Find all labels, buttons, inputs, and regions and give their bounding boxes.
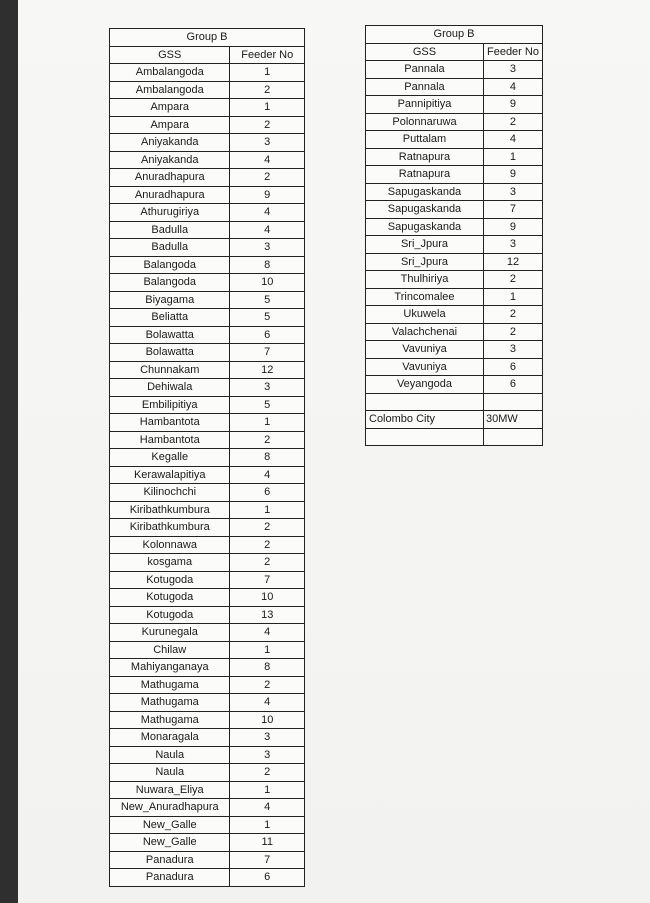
table-row — [110, 81, 305, 99]
table-row — [110, 64, 305, 82]
column-header-feeder-no: Feeder No — [483, 43, 542, 61]
feeder-no-cell: 6 — [230, 326, 305, 344]
column-header-gss: GSS — [110, 46, 230, 64]
feeder-no-cell: 1 — [230, 99, 305, 117]
table-row — [110, 239, 305, 257]
gss-cell: Mathugama — [110, 694, 230, 712]
table-row — [366, 271, 543, 289]
gss-cell: Kiribathkumbura — [110, 501, 230, 519]
table-row — [110, 361, 305, 379]
feeder-no-cell: 1 — [230, 781, 305, 799]
blank-row — [366, 393, 543, 411]
table-row — [110, 764, 305, 782]
table-row — [110, 326, 305, 344]
table-row — [110, 501, 305, 519]
gss-cell: Ambalangoda — [110, 81, 230, 99]
table-row — [110, 414, 305, 432]
table-row — [110, 869, 305, 887]
gss-cell: Beliatta — [110, 309, 230, 327]
feeder-no-cell: 2 — [230, 764, 305, 782]
gss-cell: Sri_Jpura — [366, 253, 484, 271]
table-row — [110, 746, 305, 764]
feeder-no-cell: 2 — [230, 536, 305, 554]
feeder-no-cell: 6 — [230, 869, 305, 887]
feeder-no-cell: 1 — [483, 288, 542, 306]
feeder-no-cell: 2 — [483, 306, 542, 324]
gss-cell: Mathugama — [110, 676, 230, 694]
feeder-no-cell: 1 — [230, 641, 305, 659]
table-row — [366, 236, 543, 254]
feeder-no-cell: 1 — [230, 501, 305, 519]
feeder-no-cell: 3 — [230, 729, 305, 747]
feeder-no-cell: 9 — [483, 96, 542, 114]
gss-cell: New_Galle — [110, 816, 230, 834]
column-header-gss: GSS — [366, 43, 484, 61]
table-row — [110, 344, 305, 362]
feeder-no-cell: 4 — [230, 799, 305, 817]
feeder-no-cell: 1 — [483, 148, 542, 166]
feeder-no-cell: 9 — [230, 186, 305, 204]
gss-cell: Kilinochchi — [110, 484, 230, 502]
feeder-no-cell: 6 — [483, 358, 542, 376]
gss-cell: Trincomalee — [366, 288, 484, 306]
gss-cell: Vavuniya — [366, 341, 484, 359]
gss-cell: Biyagama — [110, 291, 230, 309]
feeder-no-cell: 3 — [483, 341, 542, 359]
feeder-no-cell: 3 — [483, 183, 542, 201]
gss-cell: Kotugoda — [110, 571, 230, 589]
gss-cell: Mathugama — [110, 711, 230, 729]
table-row — [366, 183, 543, 201]
gss-cell: Chilaw — [110, 641, 230, 659]
table-row — [366, 113, 543, 131]
table-row — [366, 96, 543, 114]
table-row — [366, 306, 543, 324]
column-header-feeder-no: Feeder No — [230, 46, 305, 64]
table-row — [110, 186, 305, 204]
gss-cell: Hambantota — [110, 431, 230, 449]
table-row — [110, 431, 305, 449]
feeder-no-cell: 2 — [230, 554, 305, 572]
feeder-no-cell: 1 — [230, 414, 305, 432]
gss-cell: Aniyakanda — [110, 134, 230, 152]
feeder-no-cell: 4 — [230, 694, 305, 712]
feeder-no-cell: 1 — [230, 816, 305, 834]
group-b-table-left — [109, 28, 305, 887]
gss-cell: Ratnapura — [366, 148, 484, 166]
gss-cell: Colombo City — [366, 411, 484, 429]
feeder-no-cell: 6 — [483, 376, 542, 394]
table-row — [110, 309, 305, 327]
feeder-no-cell: 7 — [230, 571, 305, 589]
gss-cell: Badulla — [110, 239, 230, 257]
gss-cell: Dehiwala — [110, 379, 230, 397]
table-row — [110, 571, 305, 589]
feeder-no-cell: 4 — [230, 221, 305, 239]
table-row — [110, 519, 305, 537]
feeder-no-cell: 8 — [230, 659, 305, 677]
table-row — [110, 116, 305, 134]
gss-cell: Sri_Jpura — [366, 236, 484, 254]
table-row — [110, 466, 305, 484]
gss-cell: Kegalle — [110, 449, 230, 467]
feeder-no-cell: 3 — [230, 746, 305, 764]
feeder-no-cell: 12 — [230, 361, 305, 379]
table-row-colombo-city — [366, 411, 543, 429]
feeder-no-cell: 8 — [230, 256, 305, 274]
table-row — [110, 851, 305, 869]
feeder-no-cell: 9 — [483, 166, 542, 184]
feeder-no-cell: 13 — [230, 606, 305, 624]
table-row — [110, 291, 305, 309]
feeder-no-cell: 4 — [230, 624, 305, 642]
table-row — [366, 131, 543, 149]
feeder-no-cell: 3 — [483, 61, 542, 79]
table-row — [110, 379, 305, 397]
table-row — [110, 536, 305, 554]
feeder-no-cell: 3 — [230, 379, 305, 397]
feeder-no-cell: 10 — [230, 274, 305, 292]
table-row — [366, 148, 543, 166]
group-title: Group B — [366, 26, 543, 44]
table-row — [366, 78, 543, 96]
feeder-no-cell: 4 — [230, 151, 305, 169]
gss-cell: Embilipitiya — [110, 396, 230, 414]
feeder-no-cell: 7 — [483, 201, 542, 219]
table-row — [110, 274, 305, 292]
table-row — [110, 729, 305, 747]
table-row — [366, 358, 543, 376]
feeder-no-cell: 7 — [230, 851, 305, 869]
feeder-no-cell: 11 — [230, 834, 305, 852]
gss-cell: Naula — [110, 746, 230, 764]
gss-cell: kosgama — [110, 554, 230, 572]
table-row — [110, 676, 305, 694]
feeder-no-cell: 4 — [230, 204, 305, 222]
feeder-no-cell: 3 — [230, 134, 305, 152]
gss-cell: Bolawatta — [110, 344, 230, 362]
gss-cell: Balangoda — [110, 256, 230, 274]
gss-cell: Ambalangoda — [110, 64, 230, 82]
gss-cell: Puttalam — [366, 131, 484, 149]
feeder-no-cell: 5 — [230, 309, 305, 327]
gss-cell: Anuradhapura — [110, 186, 230, 204]
gss-cell: Polonnaruwa — [366, 113, 484, 131]
feeder-no-cell: 12 — [483, 253, 542, 271]
feeder-no-cell: 3 — [483, 236, 542, 254]
gss-cell: Ratnapura — [366, 166, 484, 184]
gss-cell: Ampara — [110, 99, 230, 117]
feeder-no-cell: 6 — [230, 484, 305, 502]
table-row — [110, 659, 305, 677]
gss-cell: New_Anuradhapura — [110, 799, 230, 817]
table-row — [366, 376, 543, 394]
table-row — [366, 288, 543, 306]
table-row — [366, 218, 543, 236]
gss-cell: Pannala — [366, 78, 484, 96]
gss-cell: Hambantota — [110, 414, 230, 432]
table-row — [110, 589, 305, 607]
gss-cell: Veyangoda — [366, 376, 484, 394]
gss-cell: Mahiyanganaya — [110, 659, 230, 677]
feeder-no-cell: 2 — [483, 113, 542, 131]
table-row — [110, 834, 305, 852]
gss-cell: Bolawatta — [110, 326, 230, 344]
table-row — [366, 61, 543, 79]
table-row — [366, 166, 543, 184]
feeder-no-cell: 10 — [230, 589, 305, 607]
table-row — [110, 396, 305, 414]
gss-cell: Pannipitiya — [366, 96, 484, 114]
gss-cell: Athurugiriya — [110, 204, 230, 222]
gss-cell: Kolonnawa — [110, 536, 230, 554]
table-row — [110, 151, 305, 169]
feeder-no-cell: 4 — [483, 131, 542, 149]
table-row — [110, 256, 305, 274]
table-row — [366, 201, 543, 219]
feeder-no-cell: 2 — [230, 519, 305, 537]
gss-cell: Sapugaskanda — [366, 218, 484, 236]
gss-cell: Kotugoda — [110, 589, 230, 607]
feeder-no-cell: 2 — [483, 271, 542, 289]
table-row — [110, 449, 305, 467]
feeder-no-cell: 30MW — [483, 411, 542, 429]
feeder-no-cell: 2 — [230, 81, 305, 99]
gss-cell: Kurunegala — [110, 624, 230, 642]
table-row — [110, 606, 305, 624]
gss-cell: Balangoda — [110, 274, 230, 292]
feeder-no-cell: 8 — [230, 449, 305, 467]
feeder-no-cell: 2 — [230, 676, 305, 694]
feeder-no-cell: 5 — [230, 396, 305, 414]
table-row — [110, 204, 305, 222]
feeder-no-cell: 3 — [230, 239, 305, 257]
feeder-no-cell: 2 — [230, 431, 305, 449]
gss-cell: Panadura — [110, 851, 230, 869]
gss-cell: Nuwara_Eliya — [110, 781, 230, 799]
table-row — [110, 554, 305, 572]
feeder-no-cell: 4 — [483, 78, 542, 96]
feeder-no-cell: 4 — [230, 466, 305, 484]
table-row — [366, 323, 543, 341]
group-title: Group B — [110, 29, 305, 47]
feeder-no-cell: 10 — [230, 711, 305, 729]
table-row — [110, 641, 305, 659]
gss-cell: Valachchenai — [366, 323, 484, 341]
gss-cell: Kerawalapitiya — [110, 466, 230, 484]
gss-cell: Anuradhapura — [110, 169, 230, 187]
gss-cell: Monaragala — [110, 729, 230, 747]
empty-cell — [366, 393, 484, 411]
gss-cell: Panadura — [110, 869, 230, 887]
table-row — [110, 99, 305, 117]
table-row — [110, 781, 305, 799]
table-row — [366, 253, 543, 271]
empty-cell — [483, 428, 542, 446]
feeder-no-cell: 2 — [483, 323, 542, 341]
table-row — [110, 694, 305, 712]
feeder-no-cell: 1 — [230, 64, 305, 82]
gss-cell: Kiribathkumbura — [110, 519, 230, 537]
gss-cell: Badulla — [110, 221, 230, 239]
group-b-table-right — [365, 25, 543, 446]
blank-row — [366, 428, 543, 446]
table-row — [110, 711, 305, 729]
table-row — [110, 169, 305, 187]
feeder-no-cell: 9 — [483, 218, 542, 236]
scan-edge-shadow — [0, 0, 18, 903]
gss-cell: Pannala — [366, 61, 484, 79]
empty-cell — [483, 393, 542, 411]
gss-cell: Thulhiriya — [366, 271, 484, 289]
feeder-no-cell: 2 — [230, 116, 305, 134]
feeder-no-cell: 2 — [230, 169, 305, 187]
table-row — [110, 484, 305, 502]
gss-cell: Chunnakam — [110, 361, 230, 379]
gss-cell: New_Galle — [110, 834, 230, 852]
gss-cell: Naula — [110, 764, 230, 782]
feeder-no-cell: 7 — [230, 344, 305, 362]
gss-cell: Sapugaskanda — [366, 201, 484, 219]
empty-cell — [366, 428, 484, 446]
table-row — [110, 134, 305, 152]
gss-cell: Sapugaskanda — [366, 183, 484, 201]
table-row — [366, 341, 543, 359]
gss-cell: Kotugoda — [110, 606, 230, 624]
gss-cell: Ukuwela — [366, 306, 484, 324]
table-row — [110, 816, 305, 834]
gss-cell: Vavuniya — [366, 358, 484, 376]
table-row — [110, 624, 305, 642]
gss-cell: Aniyakanda — [110, 151, 230, 169]
table-row — [110, 221, 305, 239]
feeder-no-cell: 5 — [230, 291, 305, 309]
gss-cell: Ampara — [110, 116, 230, 134]
table-row — [110, 799, 305, 817]
